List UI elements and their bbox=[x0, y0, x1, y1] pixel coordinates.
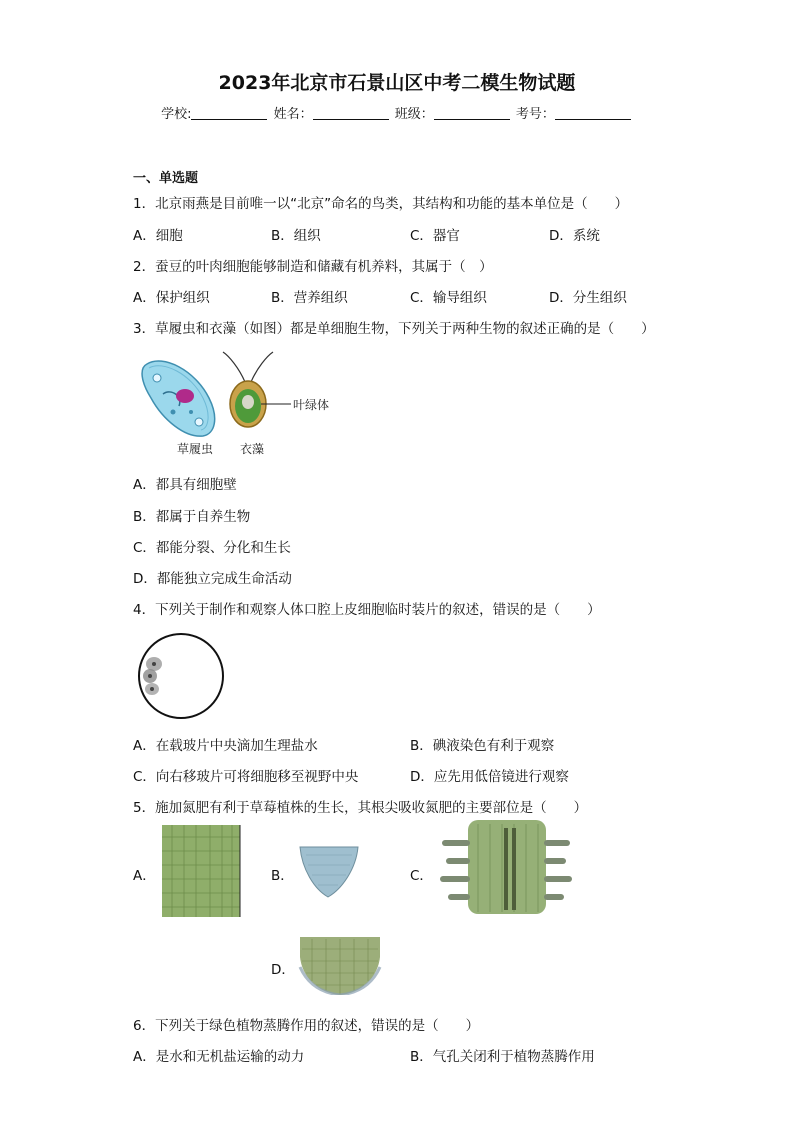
class-label: 班级： bbox=[394, 107, 434, 122]
root-cap-image bbox=[298, 845, 360, 899]
school-blank[interactable] bbox=[191, 106, 267, 120]
root-meristem-image bbox=[298, 937, 382, 995]
q2-option-d: D．分生组织 bbox=[549, 290, 627, 306]
q4-option-c: C．向右移玻片可将细胞移至视野中央 bbox=[133, 769, 359, 785]
student-info-line bbox=[0, 103, 794, 122]
q2-option-a: A．保护组织 bbox=[133, 290, 210, 306]
question-4-stem: 4．下列关于制作和观察人体口腔上皮细胞临时装片的叙述，错误的是（ ） bbox=[133, 602, 601, 618]
q1-option-c: C．器官 bbox=[410, 228, 460, 244]
q6-option-a: A．是水和无机盐运输的动力 bbox=[133, 1049, 305, 1065]
q3-option-a: A．都具有细胞壁 bbox=[133, 477, 237, 493]
exam-no-blank[interactable] bbox=[555, 106, 631, 120]
section-heading: 一、单选题 bbox=[133, 171, 199, 186]
q1-option-d: D．系统 bbox=[549, 228, 600, 244]
q3-option-d: D．都能独立完成生命活动 bbox=[133, 571, 292, 587]
q5-option-b: B． bbox=[271, 868, 294, 884]
name-label: 姓名： bbox=[273, 107, 313, 122]
class-blank[interactable] bbox=[434, 106, 510, 120]
question-1-stem: 1．北京雨燕是目前唯一以“北京”命名的鸟类，其结构和功能的基本单位是（ ） bbox=[133, 196, 629, 212]
question-3-stem: 3．草履虫和衣藻（如图）都是单细胞生物，下列关于两种生物的叙述正确的是（ ） bbox=[133, 321, 655, 337]
question-6-stem: 6．下列关于绿色植物蒸腾作用的叙述，错误的是（ ） bbox=[133, 1018, 480, 1034]
root-hair-zone-image bbox=[438, 818, 574, 914]
q6-option-b: B．气孔关闭利于植物蒸腾作用 bbox=[410, 1049, 595, 1065]
q4-option-b: B．碘液染色有利于观察 bbox=[410, 738, 555, 754]
school-label: 学校: bbox=[161, 107, 192, 122]
q5-option-d: D． bbox=[271, 962, 295, 978]
q4-option-a: A．在载玻片中央滴加生理盐水 bbox=[133, 738, 318, 754]
q5-option-c: C． bbox=[410, 868, 433, 884]
paramecium-label: 草履虫 bbox=[177, 442, 214, 456]
question-2-stem: 2．蚕豆的叶肉细胞能够制造和储藏有机养料，其属于（ ） bbox=[133, 259, 493, 275]
microscope-field-figure bbox=[136, 632, 228, 722]
q1-option-a: A．细胞 bbox=[133, 228, 183, 244]
chlamydomonas-illustration bbox=[223, 352, 291, 427]
page-title: 2023年北京市石景山区中考二模生物试题 bbox=[218, 72, 576, 94]
q2-option-b: B．营养组织 bbox=[271, 290, 348, 306]
q3-option-c: C．都能分裂、分化和生长 bbox=[133, 540, 291, 556]
paramecium-illustration bbox=[142, 361, 215, 436]
exam-no-label: 考号： bbox=[515, 107, 555, 122]
root-zone-maturation-image bbox=[160, 825, 244, 917]
chloroplast-label: 叶绿体 bbox=[293, 398, 330, 412]
name-blank[interactable] bbox=[313, 106, 389, 120]
q3-option-b: B．都属于自养生物 bbox=[133, 509, 251, 525]
question-5-stem: 5．施加氮肥有利于草莓植株的生长，其根尖吸收氮肥的主要部位是（ ） bbox=[133, 800, 588, 816]
q1-option-b: B．组织 bbox=[271, 228, 321, 244]
paramecium-chlamydomonas-figure bbox=[133, 350, 343, 458]
q2-option-c: C．输导组织 bbox=[410, 290, 487, 306]
q5-option-a: A． bbox=[133, 868, 156, 884]
chlamydomonas-label: 衣藻 bbox=[240, 442, 265, 456]
q4-option-d: D．应先用低倍镜进行观察 bbox=[410, 769, 569, 785]
